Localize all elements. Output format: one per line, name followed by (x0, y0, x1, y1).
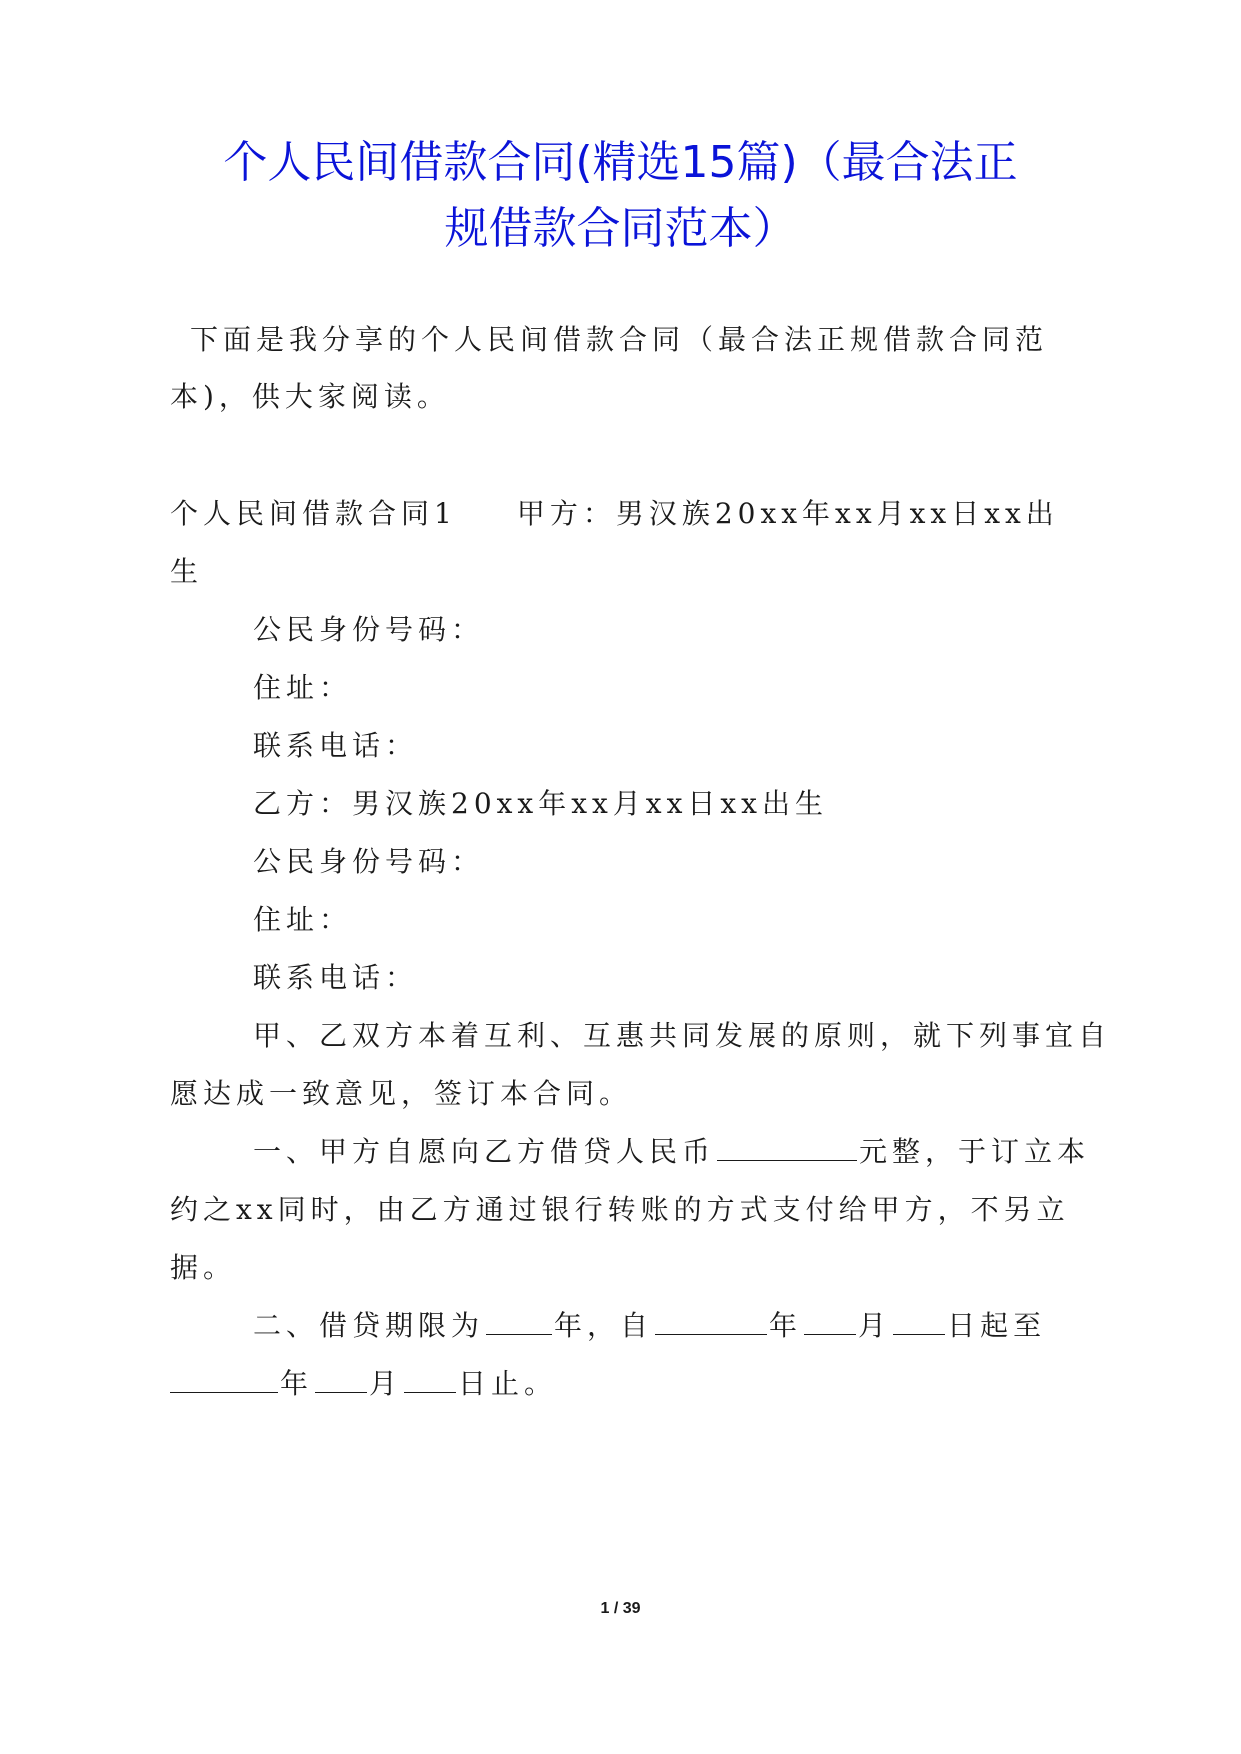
term-years-blank (486, 1310, 552, 1335)
party-a-phone-label: 联系电话： (253, 729, 419, 762)
clause-2-line-2 (170, 1364, 557, 1404)
end-day-blank (404, 1368, 456, 1393)
page-number: 1 / 39 (600, 1600, 641, 1617)
party-b-id-label: 公民身份号码： (253, 845, 485, 878)
title-line-1: 个人民间借款合同(精选15篇)（最合法正 (223, 137, 1018, 188)
clause-2-year2-label: 年 (769, 1309, 803, 1342)
clause-2-line-1 (253, 1306, 1046, 1346)
clause-2-text-a: 二、借贷期限为 (253, 1309, 485, 1342)
contract-heading: 个人民间借款合同1 (170, 497, 457, 530)
party-b-address-label: 住址： (253, 903, 353, 936)
clause-2-l2-year-label: 年 (280, 1367, 314, 1400)
end-year-blank (170, 1368, 278, 1393)
clause-2-day-label: 日起至 (947, 1309, 1047, 1342)
end-month-blank (315, 1368, 367, 1393)
intro-line-2: 本)，供大家阅读。 (170, 380, 450, 413)
start-month-blank (804, 1310, 856, 1335)
contract-heading-line (170, 494, 1059, 534)
clause-1-text-a: 一、甲方自愿向乙方借贷人民币 (253, 1135, 716, 1168)
clause-1-text-b: 元整，于订立本 (859, 1135, 1091, 1168)
party-a-id-label: 公民身份号码： (253, 613, 485, 646)
principle-line-2: 愿达成一致意见，签订本合同。 (170, 1077, 633, 1110)
start-day-blank (893, 1310, 945, 1335)
party-b-info: 乙方：男汉族20xx年xx月xx日xx出生 (253, 787, 828, 820)
party-a-address-label: 住址： (253, 671, 353, 704)
party-b-phone-label: 联系电话： (253, 961, 419, 994)
intro-line-1: 下面是我分享的个人民间借款合同（最合法正规借款合同范 (190, 323, 1049, 356)
party-a-info: 甲方：男汉族20xx年xx月xx日xx出 (516, 497, 1059, 530)
start-year-blank (655, 1310, 767, 1335)
clause-1-line-1 (253, 1132, 1090, 1172)
clause-2-l2-end-label: 日止。 (458, 1367, 558, 1400)
clause-1-line-2: 约之xx同时，由乙方通过银行转账的方式支付给甲方，不另立 (170, 1193, 1070, 1226)
document-title (180, 130, 1061, 262)
clause-2-year-label: 年，自 (554, 1309, 654, 1342)
principle-line-1: 甲、乙双方本着互利、互惠共同发展的原则，就下列事宜自 (253, 1019, 1112, 1052)
amount-blank (717, 1136, 857, 1161)
clause-1-line-3: 据。 (170, 1251, 237, 1284)
title-line-2: 规借款合同范本） (444, 203, 797, 254)
party-a-info-cont: 生 (170, 555, 204, 588)
clause-2-month-label: 月 (858, 1309, 892, 1342)
clause-2-l2-month-label: 月 (369, 1367, 403, 1400)
